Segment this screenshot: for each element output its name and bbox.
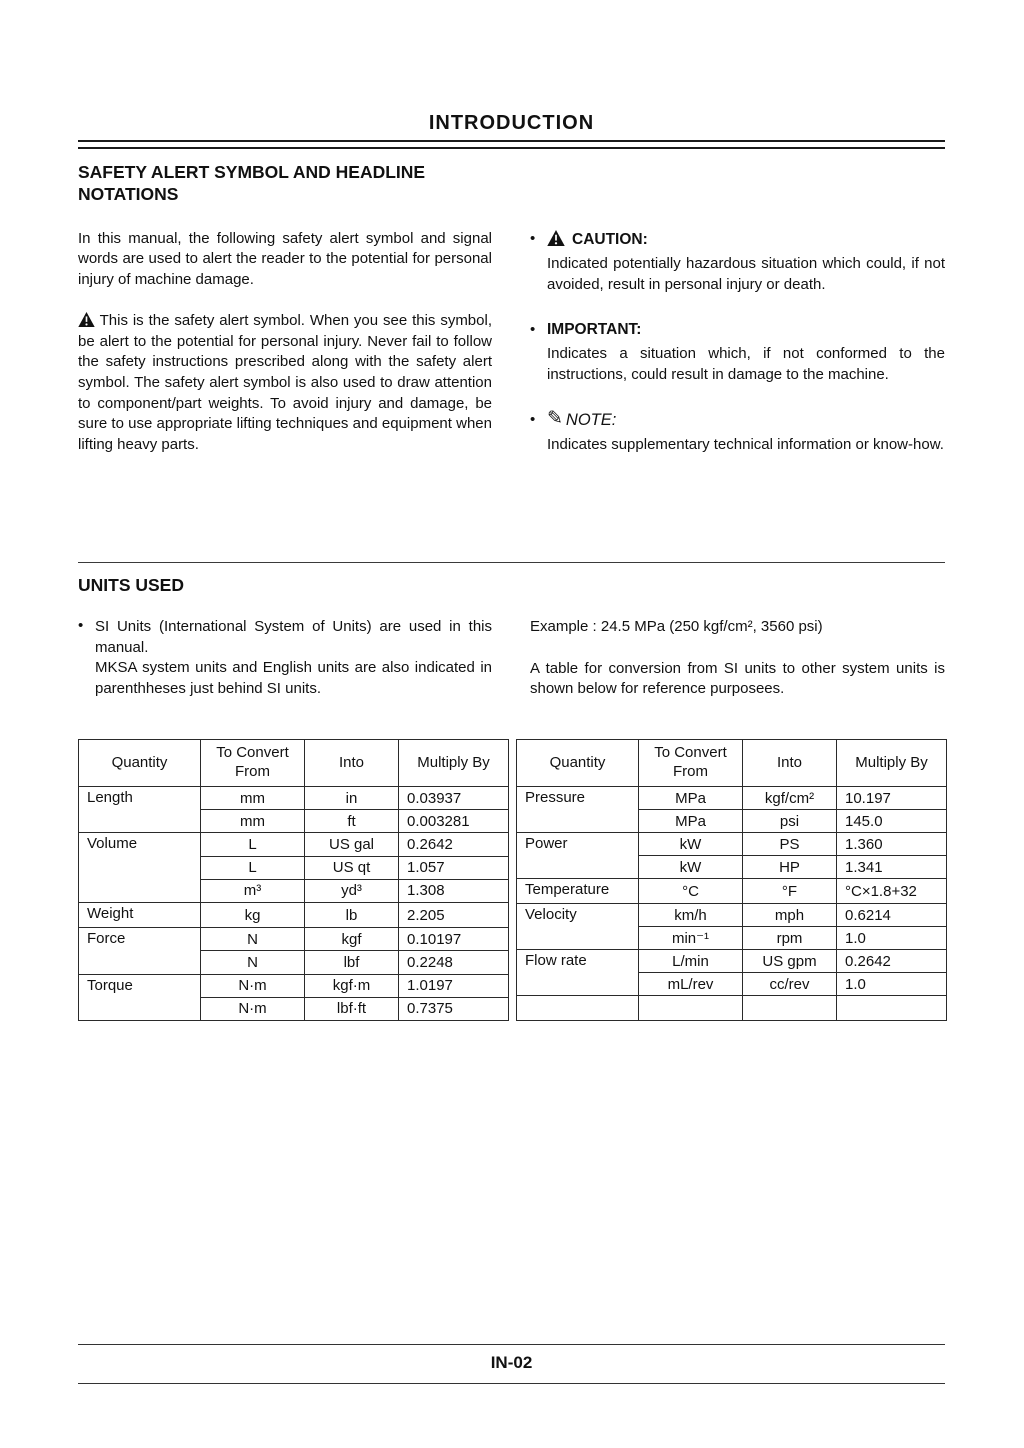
convert-from-cell: mm <box>201 810 305 833</box>
into-cell: mph <box>743 904 837 927</box>
multiply-by-cell: 1.0197 <box>399 974 509 997</box>
table-row <box>517 996 947 1021</box>
column-header: Quantity <box>79 740 201 787</box>
conversion-table-left <box>78 739 509 1021</box>
page-title: INTRODUCTION <box>428 112 595 134</box>
multiply-by-cell: 2.205 <box>399 902 509 927</box>
multiply-by-cell: 0.003281 <box>399 810 509 833</box>
quantity-cell: Force <box>79 928 201 974</box>
into-cell: kgf·m <box>305 974 399 997</box>
column-header: To Convert From <box>639 740 743 787</box>
multiply-by-cell: 1.0 <box>837 927 947 950</box>
into-cell: kgf <box>305 928 399 951</box>
units-example: Example : 24.5 MPa (250 kgf/cm², 3560 psi) <box>530 618 823 635</box>
into-cell: kgf/cm² <box>743 787 837 810</box>
into-cell: in <box>305 787 399 810</box>
into-cell: PS <box>743 833 837 856</box>
column-header: Quantity <box>517 740 639 787</box>
convert-from-cell: mm <box>201 787 305 810</box>
si-units-line-2: MKSA system units and English units are also indicated in parenthheses just behind SI units. <box>95 659 492 697</box>
quantity-cell <box>517 996 639 1021</box>
convert-from-cell: N <box>201 928 305 951</box>
into-cell: rpm <box>743 927 837 950</box>
bullet-icon <box>78 617 95 699</box>
safety-paragraph-2-text: This is the safety alert symbol. When you see this symbol, be alert to the potential for personal injury. Never fail to follow the safety instructions prescribed along with the safety alert symbol. The safety alert symbol is also used to draw attention to component/part weights. To avoid injury and damage, be sure to use appropriate lifting techniques and equipment when lifting heavy parts. <box>78 312 492 453</box>
convert-from-cell: L <box>201 856 305 879</box>
column-header: Multiply By <box>837 740 947 787</box>
into-cell: lbf·ft <box>305 997 399 1020</box>
convert-from-cell: kg <box>201 902 305 927</box>
multiply-by-cell: 0.7375 <box>399 997 509 1020</box>
bullet-icon <box>530 230 547 295</box>
multiply-by-cell: 10.197 <box>837 787 947 810</box>
table-row <box>79 833 509 856</box>
table-header-row <box>517 740 947 787</box>
important-item <box>530 321 945 385</box>
safety-paragraph-2 <box>78 311 492 455</box>
column-header: To Convert From <box>201 740 305 787</box>
table-header-row <box>79 740 509 787</box>
convert-from-cell: N·m <box>201 974 305 997</box>
multiply-by-cell: 0.6214 <box>837 904 947 927</box>
table-intro: A table for conversion from SI units to other system units is shown below for reference purposees. <box>530 659 945 698</box>
page-footer <box>78 1344 945 1384</box>
units-heading: UNITS USED <box>78 575 184 595</box>
into-cell: psi <box>743 810 837 833</box>
si-units-item <box>78 617 492 699</box>
multiply-by-cell: 0.2642 <box>837 950 947 973</box>
quantity-cell: Power <box>517 833 639 879</box>
safety-section <box>78 162 945 456</box>
multiply-by-cell <box>837 996 947 1021</box>
section-divider <box>78 562 945 563</box>
convert-from-cell: kW <box>639 856 743 879</box>
into-cell: HP <box>743 856 837 879</box>
multiply-by-cell: °C×1.8+32 <box>837 879 947 904</box>
into-cell: °F <box>743 879 837 904</box>
convert-from-cell: mL/rev <box>639 973 743 996</box>
into-cell: lbf <box>305 951 399 974</box>
quantity-cell: Temperature <box>517 879 639 904</box>
caution-heading <box>547 230 945 249</box>
note-heading <box>547 408 945 430</box>
multiply-by-cell: 0.10197 <box>399 928 509 951</box>
multiply-by-cell: 0.03937 <box>399 787 509 810</box>
page-number: IN-02 <box>490 1353 533 1372</box>
multiply-by-cell: 145.0 <box>837 810 947 833</box>
caution-label: CAUTION: <box>572 230 648 248</box>
into-cell: US gal <box>305 833 399 856</box>
into-cell: US gpm <box>743 950 837 973</box>
table-row <box>79 902 509 927</box>
title-divider <box>78 140 945 149</box>
important-content <box>547 321 945 385</box>
safety-paragraph-1: In this manual, the following safety alert symbol and signal words are used to alert the reader to the potential for personal injury of machine damage. <box>78 229 492 288</box>
important-heading <box>547 321 945 339</box>
units-section <box>78 575 945 700</box>
quantity-cell: Flow rate <box>517 950 639 996</box>
into-cell: yd³ <box>305 879 399 902</box>
quantity-cell: Length <box>79 787 201 833</box>
quantity-cell: Pressure <box>517 787 639 833</box>
table-row <box>517 833 947 856</box>
warning-icon <box>547 230 565 249</box>
important-body: Indicates a situation which, if not conformed to the instructions, could result in damage to the machine. <box>547 345 945 383</box>
quantity-cell: Torque <box>79 974 201 1020</box>
convert-from-cell: kW <box>639 833 743 856</box>
safety-right-column <box>530 162 945 456</box>
multiply-by-cell: 1.0 <box>837 973 947 996</box>
units-right-column <box>530 617 945 700</box>
bullet-icon <box>530 411 547 456</box>
note-label: NOTE: <box>565 411 617 430</box>
multiply-by-cell: 0.2248 <box>399 951 509 974</box>
convert-from-cell: MPa <box>639 810 743 833</box>
conversion-table-right <box>516 739 947 1021</box>
column-header: Into <box>743 740 837 787</box>
convert-from-cell: N <box>201 951 305 974</box>
table-row <box>79 974 509 997</box>
table-row <box>79 928 509 951</box>
note-item <box>530 408 945 456</box>
into-cell: US qt <box>305 856 399 879</box>
page-header <box>78 112 945 149</box>
multiply-by-cell: 0.2642 <box>399 833 509 856</box>
multiply-by-cell: 1.360 <box>837 833 947 856</box>
convert-from-cell: m³ <box>201 879 305 902</box>
convert-from-cell: min⁻¹ <box>639 927 743 950</box>
quantity-cell: Volume <box>79 833 201 903</box>
table-row <box>517 950 947 973</box>
multiply-by-cell: 1.308 <box>399 879 509 902</box>
multiply-by-cell: 1.057 <box>399 856 509 879</box>
convert-from-cell: °C <box>639 879 743 904</box>
table-row <box>79 787 509 810</box>
convert-from-cell: km/h <box>639 904 743 927</box>
warning-icon <box>78 311 95 332</box>
table-row <box>517 879 947 904</box>
caution-item <box>530 230 945 295</box>
convert-from-cell: L <box>201 833 305 856</box>
convert-from-cell: L/min <box>639 950 743 973</box>
table-row <box>517 787 947 810</box>
table-row <box>517 904 947 927</box>
units-left-column <box>78 617 492 700</box>
caution-content <box>547 230 945 295</box>
caution-body: Indicated potentially hazardous situation which could, if not avoided, result in personal injury or death. <box>547 255 945 293</box>
bullet-icon <box>530 321 547 385</box>
into-cell: cc/rev <box>743 973 837 996</box>
safety-heading: SAFETY ALERT SYMBOL AND HEADLINE NOTATIONS <box>78 162 426 204</box>
note-pencil-icon: ✎ <box>547 408 563 430</box>
column-header: Into <box>305 740 399 787</box>
note-body: Indicates supplementary technical information or know-how. <box>547 436 944 454</box>
into-cell: ft <box>305 810 399 833</box>
convert-from-cell: N·m <box>201 997 305 1020</box>
conversion-tables <box>78 739 945 1021</box>
convert-from-cell: MPa <box>639 787 743 810</box>
convert-from-cell <box>639 996 743 1021</box>
note-content <box>547 408 945 456</box>
safety-left-column <box>78 162 492 456</box>
into-cell <box>743 996 837 1021</box>
units-columns <box>78 617 945 700</box>
si-units-content <box>95 617 492 699</box>
quantity-cell: Velocity <box>517 904 639 950</box>
multiply-by-cell: 1.341 <box>837 856 947 879</box>
into-cell: lb <box>305 902 399 927</box>
important-label: IMPORTANT: <box>547 321 642 339</box>
column-header: Multiply By <box>399 740 509 787</box>
quantity-cell: Weight <box>79 902 201 927</box>
si-units-line-1: SI Units (International System of Units) are used in this manual. <box>95 618 492 656</box>
